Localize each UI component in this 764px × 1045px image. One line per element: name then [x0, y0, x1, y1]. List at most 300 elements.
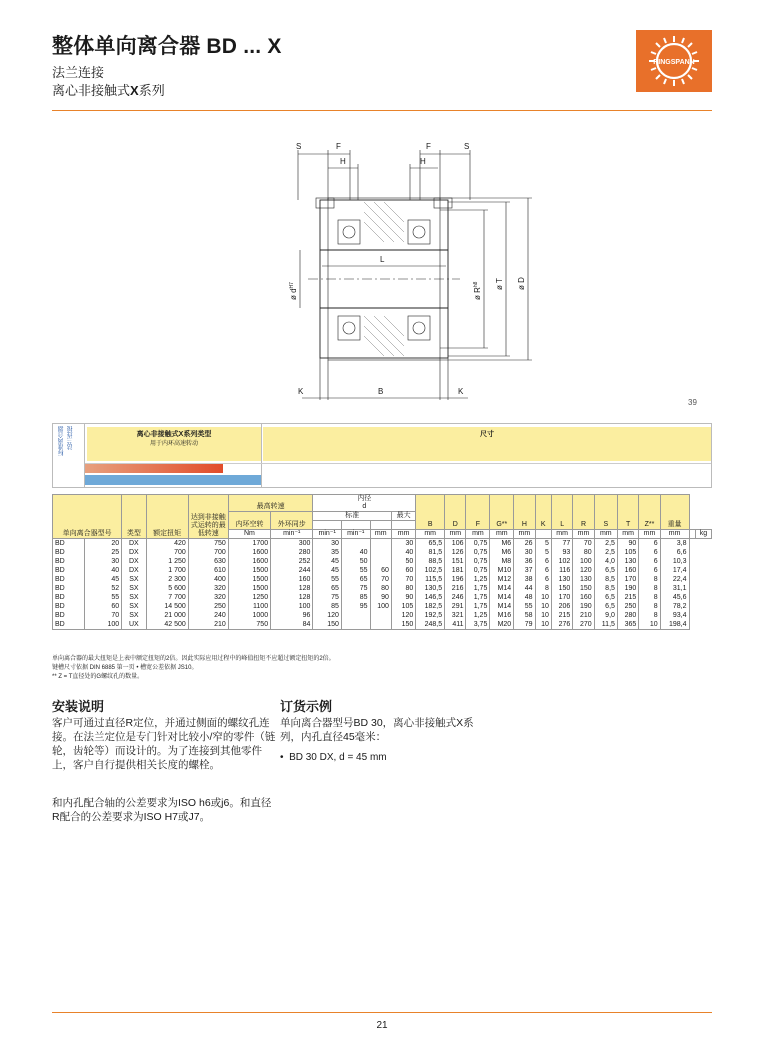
th-torque: 额定扭矩 [146, 495, 188, 539]
table-cell: 22,4 [660, 575, 689, 584]
table-cell: 40 [341, 548, 370, 557]
table-cell: 320 [188, 584, 228, 593]
table-cell: 10 [535, 620, 551, 630]
spec-table [52, 494, 712, 630]
table-cell: 1,75 [466, 593, 490, 602]
th-F: F [466, 495, 490, 530]
table-cell: DX [122, 557, 146, 566]
logo-text: RINGSPANN [653, 59, 695, 66]
table-cell: 130 [551, 575, 572, 584]
table-cell: 216 [445, 584, 466, 593]
table-cell [341, 620, 370, 630]
top-rule [52, 110, 712, 111]
table-cell: 100 [370, 602, 391, 611]
table-cell: 150 [573, 584, 594, 593]
table-cell: 182,5 [416, 602, 445, 611]
table-cell: 80 [370, 584, 391, 593]
table-cell: 250 [188, 602, 228, 611]
table-cell: 10,3 [660, 557, 689, 566]
page-number: 21 [376, 1020, 388, 1031]
dim-d [289, 282, 298, 300]
table-cell: 270 [573, 620, 594, 630]
table-row [53, 611, 712, 620]
table-cell: 215 [617, 593, 638, 602]
table-cell: 246 [445, 593, 466, 602]
u-T: mm [660, 530, 689, 539]
table-cell: BD [53, 575, 85, 584]
table-cell [370, 557, 391, 566]
th-D: D [445, 495, 466, 530]
th-max-speed: 最高转速 [228, 495, 313, 512]
table-cell: 36 [514, 557, 535, 566]
table-cell: 78,2 [660, 602, 689, 611]
th-bore-text: 内径 [357, 495, 372, 502]
table-cell: 84 [271, 620, 313, 630]
table-cell: M14 [490, 593, 514, 602]
table-cell: 55 [85, 593, 122, 602]
install-para-2: 和内孔配合轴的公差要求为ISO h6或j6。和直径R配合的公差要求为ISO H7或J7。 [52, 797, 272, 823]
table-cell: 700 [188, 548, 228, 557]
band-right-title: 尺寸 [480, 431, 494, 438]
dim-d-sup: H7 [289, 282, 295, 289]
table-row [53, 539, 712, 549]
th-outer-drv: 外环同步 [271, 512, 313, 530]
table-cell: 50 [391, 557, 415, 566]
table-cell: 130 [573, 575, 594, 584]
table-cell: 3,8 [660, 539, 689, 549]
table-row [53, 548, 712, 557]
table-cell: 45 [313, 557, 342, 566]
th-std: 标准 [313, 512, 392, 521]
install-title: 安装说明 [52, 699, 105, 714]
table-cell: 93 [551, 548, 572, 557]
table-cell: 6,5 [594, 593, 617, 602]
table-cell: 6 [639, 566, 660, 575]
table-row [53, 620, 712, 630]
table-cell: 2,5 [594, 548, 617, 557]
dim-l: L [380, 255, 385, 264]
bottom-rule [52, 1012, 712, 1013]
table-cell: 170 [617, 575, 638, 584]
table-cell: 5 600 [146, 584, 188, 593]
note-1: 单向离合器的最大扭矩是上表中额定扭矩的2倍。因此实际应用过程中的峰值扭矩不应超过额定扭矩的2倍。 [52, 656, 335, 662]
table-cell: 20 [85, 539, 122, 549]
table-cell: 105 [617, 548, 638, 557]
speed-bar-red [85, 464, 223, 473]
table-cell: 95 [341, 602, 370, 611]
dim-s-left: S [296, 142, 302, 151]
table-cell: SX [122, 584, 146, 593]
table-cell: BD [53, 602, 85, 611]
table-cell: 75 [341, 584, 370, 593]
table-cell: BD [53, 593, 85, 602]
u-outer: min⁻¹ [341, 530, 370, 539]
table-cell: 96 [271, 611, 313, 620]
u-torque: Nm [228, 530, 270, 539]
table-cell: 8 [639, 611, 660, 620]
table-cell: 1,75 [466, 602, 490, 611]
table-cell: 210 [573, 611, 594, 620]
table-cell: M20 [490, 620, 514, 630]
table-cell: 206 [551, 602, 572, 611]
table-cell: 60 [370, 566, 391, 575]
table-cell: 6 [639, 539, 660, 549]
table-cell: BD [53, 566, 85, 575]
table-cell: 8 [639, 584, 660, 593]
table-cell: 116 [551, 566, 572, 575]
figure-number: 39 [688, 398, 697, 407]
table-cell: 55 [313, 575, 342, 584]
subtitle-series-prefix: 离心非接触式 [52, 83, 131, 98]
bullet-mark: • [280, 752, 284, 763]
table-cell: 610 [188, 566, 228, 575]
table-cell: 210 [188, 620, 228, 630]
table-cell: SX [122, 611, 146, 620]
band-left-sub: 用于内环高速转动 [149, 441, 198, 447]
table-cell: 146,5 [416, 593, 445, 602]
table-cell: 38 [514, 575, 535, 584]
table-cell: 196 [445, 575, 466, 584]
table-cell: 9,0 [594, 611, 617, 620]
table-cell: 17,4 [660, 566, 689, 575]
table-cell: 77 [551, 539, 572, 549]
table-cell: 52 [85, 584, 122, 593]
u-S: mm [639, 530, 660, 539]
table-cell: 42 500 [146, 620, 188, 630]
table-band [52, 423, 712, 488]
table-cell: 10 [535, 593, 551, 602]
ringspann-logo [636, 30, 712, 92]
table-cell: DX [122, 548, 146, 557]
th-bore-sym: d [362, 503, 367, 510]
table-cell: 14 500 [146, 602, 188, 611]
th-type: 类型 [122, 495, 146, 539]
th-K: K [535, 495, 551, 530]
table-cell: 35 [313, 548, 342, 557]
table-cell: 105 [391, 602, 415, 611]
table-cell: M12 [490, 575, 514, 584]
table-cell: 1000 [228, 611, 270, 620]
th-G: G** [490, 495, 514, 530]
table-cell: 44 [514, 584, 535, 593]
table-cell: 181 [445, 566, 466, 575]
table-cell: 250 [617, 602, 638, 611]
th-model: 单向离合器型号 [53, 495, 122, 539]
table-cell: 11,5 [594, 620, 617, 630]
table-cell: 170 [551, 593, 572, 602]
table-cell [370, 611, 391, 620]
table-cell: 4,0 [594, 557, 617, 566]
table-cell: 65,5 [416, 539, 445, 549]
table-cell: 630 [188, 557, 228, 566]
table-cell: 90 [617, 539, 638, 549]
table-notes [52, 655, 335, 682]
table-cell: 0,75 [466, 566, 490, 575]
table-cell: 100 [573, 557, 594, 566]
table-cell: 1600 [228, 557, 270, 566]
note-3: ** Z = T直径处的G螺纹孔的数量。 [52, 674, 144, 680]
table-cell: 280 [617, 611, 638, 620]
u-dmax: mm [445, 530, 466, 539]
dim-h-right: H [420, 157, 426, 166]
u-F: mm [514, 530, 535, 539]
table-cell: M16 [490, 611, 514, 620]
table-cell: 6 [639, 557, 660, 566]
table-cell: BD [53, 584, 85, 593]
table-cell: 1700 [228, 539, 270, 549]
table-cell: 1,75 [466, 584, 490, 593]
u-B: mm [466, 530, 490, 539]
table-cell: 102 [551, 557, 572, 566]
table-cell: 160 [573, 593, 594, 602]
table-cell: 244 [271, 566, 313, 575]
th-R: R [573, 495, 594, 530]
table-cell: DX [122, 566, 146, 575]
table-cell [370, 620, 391, 630]
table-cell: 90 [391, 593, 415, 602]
th-max-blank [391, 521, 415, 530]
table-cell: 10 [639, 620, 660, 630]
table-cell: 88,5 [416, 557, 445, 566]
table-cell: 48 [514, 593, 535, 602]
dim-b: B [378, 387, 384, 396]
table-cell: 150 [313, 620, 342, 630]
table-cell: 45,6 [660, 593, 689, 602]
table-cell: 192,5 [416, 611, 445, 620]
table-cell: 70 [370, 575, 391, 584]
table-cell: 1500 [228, 584, 270, 593]
table-cell: 130 [617, 557, 638, 566]
table-cell: 6 [535, 557, 551, 566]
table-cell: 115,5 [416, 575, 445, 584]
table-cell: 320 [188, 593, 228, 602]
order-example-text: BD 30 DX, d = 45 mm [289, 752, 387, 763]
table-cell: 1500 [228, 575, 270, 584]
table-cell: 100 [271, 602, 313, 611]
table-row [53, 593, 712, 602]
table-cell: 750 [228, 620, 270, 630]
th-bore [313, 495, 416, 512]
table-cell: UX [122, 620, 146, 630]
table-cell: 30 [313, 539, 342, 549]
table-cell: 1 700 [146, 566, 188, 575]
table-cell: 120 [313, 611, 342, 620]
table-row [53, 584, 712, 593]
table-cell: 130,5 [416, 584, 445, 593]
table-cell: 65 [341, 575, 370, 584]
speed-bar-blue [85, 475, 261, 485]
table-cell: 21 000 [146, 611, 188, 620]
table-cell [341, 539, 370, 549]
table-row [53, 557, 712, 566]
table-cell: M14 [490, 584, 514, 593]
table-cell: 120 [391, 611, 415, 620]
band-left-title: 离心非接触式X系列类型 [136, 431, 212, 438]
th-weight: 重量 [660, 495, 689, 530]
table-cell: BD [53, 539, 85, 549]
table-cell: 6 [639, 548, 660, 557]
u-d2: mm [391, 530, 415, 539]
table-cell: 80 [391, 584, 415, 593]
table-cell: 8 [639, 602, 660, 611]
table-cell: 30 [391, 539, 415, 549]
table-cell: 5 [535, 548, 551, 557]
table-cell: DX [122, 539, 146, 549]
table-cell: 151 [445, 557, 466, 566]
table-cell: 45 [85, 575, 122, 584]
table-cell: 126 [445, 548, 466, 557]
table-cell [341, 611, 370, 620]
table-row [53, 575, 712, 584]
table-cell: 1500 [228, 566, 270, 575]
table-cell: 8 [639, 593, 660, 602]
th-H: H [514, 495, 535, 530]
table-cell: 240 [188, 611, 228, 620]
table-row [53, 602, 712, 611]
table-cell: 3,75 [466, 620, 490, 630]
dim-s-right: S [464, 142, 470, 151]
table-cell: 65 [313, 584, 342, 593]
table-cell: 70 [573, 539, 594, 549]
table-cell: 25 [85, 548, 122, 557]
u-K: mm [573, 530, 594, 539]
table-cell: 365 [617, 620, 638, 630]
table-cell: 60 [391, 566, 415, 575]
u-R: mm [617, 530, 638, 539]
table-cell: 0,75 [466, 557, 490, 566]
table-cell: 150 [551, 584, 572, 593]
th-B: B [416, 495, 445, 530]
table-cell: 160 [271, 575, 313, 584]
table-cell: 26 [514, 539, 535, 549]
table-cell: 321 [445, 611, 466, 620]
table-cell: 40 [85, 566, 122, 575]
table-cell: 55 [341, 566, 370, 575]
table-cell: 190 [617, 584, 638, 593]
subtitle-flange: 法兰连接 [52, 65, 105, 80]
table-cell: 128 [271, 584, 313, 593]
table-row [53, 566, 712, 575]
table-cell: 6 [535, 566, 551, 575]
dim-k-left: K [298, 387, 304, 396]
table-cell: 215 [551, 611, 572, 620]
install-para-1: 客户可通过直径R定位，并通过侧面的螺纹孔连接。在法兰定位是专门针对比较小/窄的零件（链轮，齿轮等）而设计的。为了连接到其他零件上，客户自行提供相关长度的螺栓。 [52, 717, 276, 771]
table-cell: SX [122, 593, 146, 602]
table-cell: 106 [445, 539, 466, 549]
table-cell: 70 [85, 611, 122, 620]
table-cell: 55 [514, 602, 535, 611]
table-cell: 280 [271, 548, 313, 557]
table-cell: 6,5 [594, 602, 617, 611]
th-max: 最大 [391, 512, 415, 521]
table-cell: 93,4 [660, 611, 689, 620]
u-H: mm [551, 530, 572, 539]
band-side [53, 424, 85, 487]
table-cell: 58 [514, 611, 535, 620]
note-2: 键槽尺寸依据 DIN 6885 第一页 • 槽宽公差依据 JS10。 [52, 665, 198, 671]
table-cell: M6 [490, 548, 514, 557]
table-cell: 1,25 [466, 575, 490, 584]
table-cell: 30 [514, 548, 535, 557]
table-cell: 45 [313, 566, 342, 575]
table-cell: 6 [535, 575, 551, 584]
table-cell: 37 [514, 566, 535, 575]
th-std-3 [370, 521, 391, 530]
th-T: T [617, 495, 638, 530]
table-cell: M10 [490, 566, 514, 575]
table-cell: 79 [514, 620, 535, 630]
th-std-1 [313, 521, 342, 530]
table-cell: M6 [490, 539, 514, 549]
table-cell: 700 [146, 548, 188, 557]
th-L: L [551, 495, 572, 530]
table-cell: 85 [313, 602, 342, 611]
technical-drawing [288, 140, 548, 405]
order-example [280, 752, 387, 763]
th-S: S [594, 495, 617, 530]
table-cell: 100 [85, 620, 122, 630]
table-cell: 252 [271, 557, 313, 566]
order-title: 订货示例 [280, 699, 333, 714]
table-cell: 420 [146, 539, 188, 549]
table-cell: 248,5 [416, 620, 445, 630]
table-cell: 8 [639, 575, 660, 584]
dim-dd: ø D [517, 277, 526, 290]
table-cell: BD [53, 620, 85, 630]
band-side-b: 法兰连接 [68, 426, 74, 450]
u-d3: mm [416, 530, 445, 539]
table-cell: 160 [617, 566, 638, 575]
table-cell: 40 [391, 548, 415, 557]
page-title: 整体单向离合器 BD ... X [52, 35, 282, 58]
table-cell: 7 700 [146, 593, 188, 602]
table-cell: 2,5 [594, 539, 617, 549]
table-cell: 80 [573, 548, 594, 557]
table-cell: 6,6 [660, 548, 689, 557]
table-cell: 1 250 [146, 557, 188, 566]
table-cell: 8 [535, 584, 551, 593]
table-cell [370, 548, 391, 557]
table-cell: SX [122, 602, 146, 611]
table-cell: 276 [551, 620, 572, 630]
spec-table-body [53, 539, 712, 630]
dim-d-text: ø d [289, 288, 298, 300]
dim-r-sup: h8 [473, 281, 479, 288]
table-cell: 30 [85, 557, 122, 566]
table-cell: 10 [535, 611, 551, 620]
table-cell: M14 [490, 602, 514, 611]
table-cell: 0,75 [466, 548, 490, 557]
u-kg: kg [695, 530, 711, 539]
subtitle-series [52, 80, 165, 99]
table-cell: 1250 [228, 593, 270, 602]
table-cell: 1,25 [466, 611, 490, 620]
table-cell: 128 [271, 593, 313, 602]
table-cell: 198,4 [660, 620, 689, 630]
table-cell: 411 [445, 620, 466, 630]
table-cell: 750 [188, 539, 228, 549]
table-cell: 85 [341, 593, 370, 602]
table-cell: 90 [370, 593, 391, 602]
table-cell: 0,75 [466, 539, 490, 549]
table-cell: 102,5 [416, 566, 445, 575]
table-cell: 75 [313, 593, 342, 602]
u-L: mm [594, 530, 617, 539]
u-inner: min⁻¹ [313, 530, 342, 539]
table-cell: 1600 [228, 548, 270, 557]
table-cell: BD [53, 611, 85, 620]
table-cell: 81,5 [416, 548, 445, 557]
